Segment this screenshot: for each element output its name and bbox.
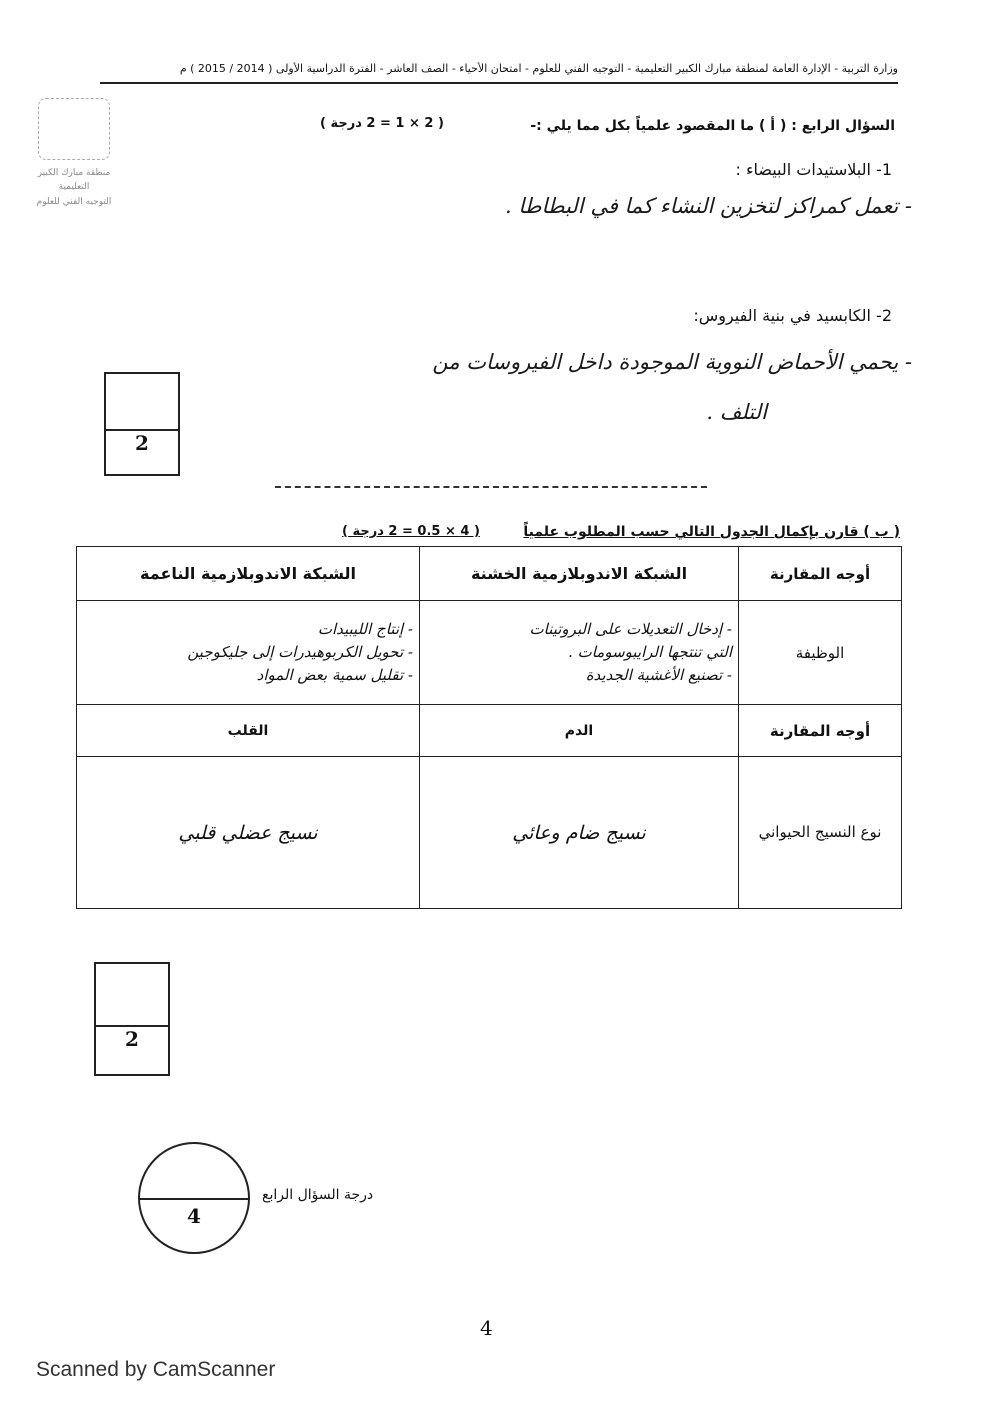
smooth-er-line-3: - تقليل سمية بعض المواد: [256, 666, 413, 685]
scanner-watermark: Scanned by CamScanner: [36, 1358, 276, 1381]
score-box-b-empty: [96, 964, 168, 1027]
total-score-circle: [138, 1142, 250, 1254]
heart-tissue-answer: نسيج عضلي قلبي: [77, 757, 420, 909]
comparison-table: [76, 546, 902, 909]
tissue-type-label: نوع النسيج الحيواني: [739, 757, 902, 909]
smooth-er-line-2: - تحويل الكربوهيدرات إلى جليكوجين: [187, 642, 413, 661]
item-1-label: 1- البلاستيدات البيضاء :: [735, 160, 892, 179]
subheader-heart: القلب: [77, 705, 420, 757]
smooth-er-line-1: - إنتاج الليبيدات: [317, 619, 413, 638]
subheader-comparison-aspects: أوجه المقارنة: [739, 705, 902, 757]
score-box-b-value: 2: [125, 1026, 139, 1051]
header-smooth-er: الشبكة الاندوبلازمية الناعمة: [77, 547, 420, 601]
item-1-answer: - تعمل كمراكز لتخزين النشاء كما في البطاطا .: [504, 194, 912, 218]
score-box-a-empty: [106, 374, 178, 431]
item-2-label: 2- الكابسيد في بنية الفيروس:: [693, 306, 892, 325]
stamp-line-2: التوجيه الفني للعلوم: [36, 196, 112, 207]
table-subheader-row: [77, 705, 902, 757]
score-box-a-value: 2: [135, 431, 149, 455]
table-header-row: [77, 547, 902, 601]
exam-header: وزارة التربية - الإدارة العامة لمنطقة مبارك الكبير التعليمية - التوجيه الفني للعلوم - امتحان الأحياء - الصف العاشر - الفترة الدراسية الأولى ( 2014 / 2015 ) م: [100, 62, 898, 84]
tissue-type-row: [77, 757, 902, 909]
question-score: ( 2 × 1 = 2 درجة ): [320, 116, 444, 131]
stamp-line-1: منطقة مبارك الكبير التعليمية: [37, 168, 111, 193]
part-b-title: ( ب ) قارن بإكمال الجدول التالي حسب المطلوب علمياً: [523, 524, 900, 540]
score-box-b: [94, 962, 170, 1076]
total-score-value: 4: [187, 1204, 201, 1228]
rough-er-line-3: - تصنيع الأغشية الجديدة: [585, 666, 732, 685]
rough-er-line-2: التي تنتجها الرايبوسومات .: [568, 642, 732, 661]
circle-divider: [140, 1198, 248, 1200]
divider: [275, 486, 707, 488]
blood-tissue-answer: نسيج ضام وعائي: [420, 757, 739, 909]
total-score-label: درجة السؤال الرابع: [262, 1187, 374, 1203]
page-number: 4: [480, 1316, 493, 1340]
rough-er-function: [420, 601, 739, 705]
item-2-answer-line-1: - يحمي الأحماض النووية الموجودة داخل الفيروسات من: [432, 350, 912, 374]
score-box-a: [104, 372, 180, 476]
header-comparison-aspects: أوجه المقارنة: [739, 547, 902, 601]
emblem-icon: [38, 98, 110, 160]
function-label: الوظيفة: [739, 601, 902, 705]
function-row: [77, 601, 902, 705]
item-2-answer-line-2: التلف .: [706, 400, 767, 424]
ministry-stamp: [28, 98, 120, 223]
header-rough-er: الشبكة الاندوبلازمية الخشنة: [420, 547, 739, 601]
rough-er-line-1: - إدخال التعديلات على البروتينات: [529, 619, 732, 638]
subheader-blood: الدم: [420, 705, 739, 757]
smooth-er-function: [77, 601, 420, 705]
question-title: السؤال الرابع : ( أ ) ما المقصود علمياً بكل مما يلي :-: [530, 118, 895, 134]
part-b-score: ( 4 × 0.5 = 2 درجة ): [342, 524, 480, 539]
